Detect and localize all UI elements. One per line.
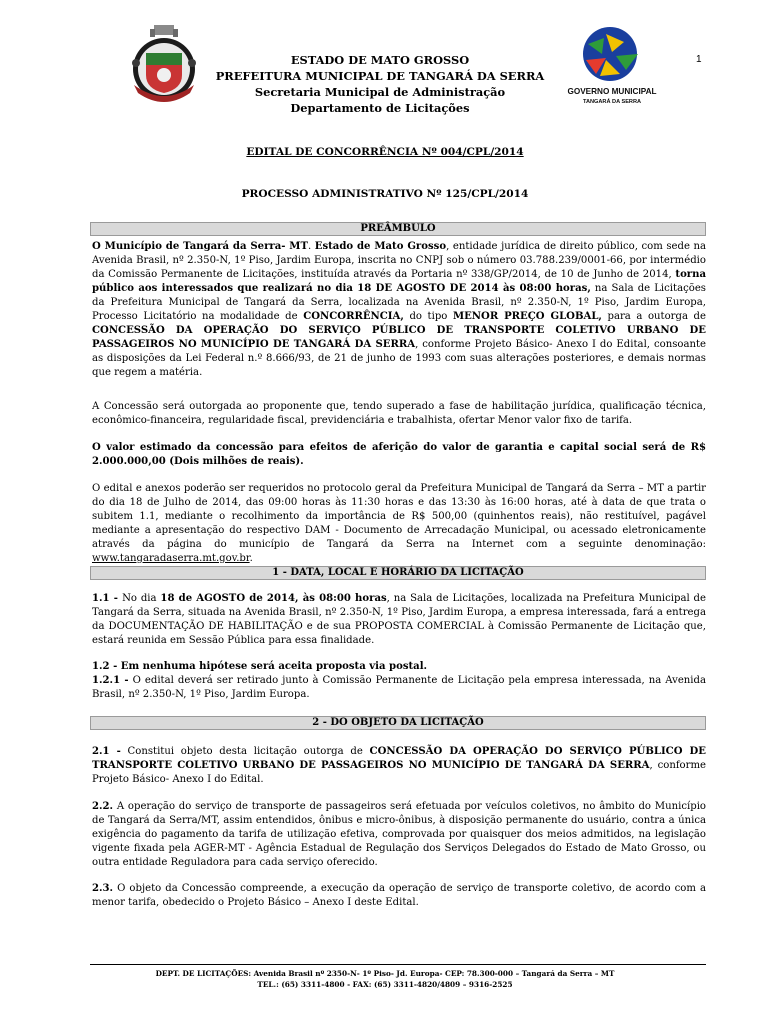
section-2-paragraph-1 [92, 745, 706, 787]
item-number: 2.2. [92, 801, 114, 812]
text-run: , na Sala de Licitações, localizada na Prefeitura Municipal de Tangará da Serra, situada na Avenida Brasil, nº 2.350-N, 1º Piso, Jardim Europa, a empresa interessada, fará a entrega da DOCUMENTAÇÃO DE HABILITAÇÃO e de sua PROPOSTA COMERCIAL à Comissão Permanente de Licitação que, estará reunida em Sessão Pública para essa finalidade. [92, 593, 706, 646]
document-header [180, 52, 580, 116]
footer-address: DEPT. DE LICITAÇÕES: Avenida Brasil nº 2350-N- 1º Piso- Jd. Europa- CEP: 78.300-000 – Tangará da Serra – MT [155, 969, 615, 978]
preambulo-paragraph-4 [92, 482, 706, 566]
governo-municipal-logo [566, 24, 658, 108]
header-state: ESTADO DE MATO GROSSO [290, 53, 470, 67]
section-preambulo-heading: PREÂMBULO [90, 222, 706, 236]
website-link[interactable]: www.tangaradaserra.mt.gov.br [92, 553, 250, 564]
text-run: O edital e anexos poderão ser requeridos no protocolo geral da Prefeitura Municipal de Tangará da Serra – MT a partir do dia 18 de Julho de 2014, das 09:00 horas às 11:30 horas e das 13:30 às 16:00 horas, até à data de que trata o subitem 1.1, mediante o recolhimento da importância de R$ 500,00 (quinhentos reais), não restituível, pagável mediante a apresentação do respectivo DAM - Documento de Arrecadação Municipal, ou acessado eletronicamente através da página do município de Tangará da Serra na Internet com a seguinte denominação: [92, 483, 706, 550]
text-run: Constitui objeto desta licitação outorga de [120, 746, 370, 757]
preambulo-paragraph-1 [92, 240, 706, 380]
item-number: 2.1 - [92, 746, 121, 757]
text-estado: Estado de Mato Grosso [314, 241, 447, 252]
text-concorrencia: CONCORRÊNCIA, [303, 311, 404, 322]
text-run: para a outorga de [601, 311, 706, 322]
logo-text-tangara: TANGARÁ DA SERRA [582, 99, 642, 105]
header-prefecture: PREFEITURA MUNICIPAL DE TANGARÁ DA SERRA [215, 69, 545, 83]
section-1-paragraph-1 [92, 592, 706, 648]
logo-text-governo: GOVERNO MUNICIPAL [567, 87, 657, 96]
text-torna-publico: torna público aos interessados que realizará no dia 18 DE AGOSTO DE 2014 às 08:00 horas, [92, 269, 706, 294]
item-number: 1.1 - [92, 593, 123, 604]
section-1-paragraph-3 [92, 674, 706, 702]
text-run: A operação do serviço de transporte de passageiros será efetuada por veículos coletivos, no âmbito do Município de Tangará da Serra/MT, assim entendidos, ônibus e micro-ônibus, à disposição permanente do usuário, contra a única exigência do pagamento da tarifa de utilização efetiva, comprovada por quaisquer dos meios admitidos, na legislação vigente fixada pela AGER-MT - Agência Estadual de Regulação dos Serviços Delegados do Estado de Mato Grosso, ou outra entidade Reguladora para cada serviço oferecido. [92, 801, 706, 868]
page-number: 1 [696, 54, 702, 65]
item-number: 2.3. [92, 883, 114, 894]
section-1-paragraph-2 [92, 660, 706, 674]
footer-divider [90, 964, 706, 965]
text-menor-preco: MENOR PREÇO GLOBAL, [452, 311, 602, 322]
text-concessao: CONCESSÃO DA OPERAÇÃO DO SERVIÇO PÚBLICO DE TRANSPORTE COLETIVO URBANO DE PASSAGEIROS NO MUNICÍPIO DE TANGARÁ DA SERRA [92, 746, 706, 771]
section-2-heading: 2 - DO OBJETO DA LICITAÇÃO [90, 716, 706, 730]
section-1-heading: 1 - DATA, LOCAL E HORÁRIO DA LICITAÇÃO [90, 566, 706, 580]
preambulo-paragraph-3 [92, 441, 706, 469]
footer-phone: TEL.: (65) 3311-4800 - FAX: (65) 3311-4820/4809 – 9316-2525 [257, 980, 513, 989]
processo-number: PROCESSO ADMINISTRATIVO Nº 125/CPL/2014 [241, 188, 529, 200]
page-footer [0, 968, 770, 990]
text-run: . [249, 553, 253, 564]
text-run: na Sala de Licitações da Prefeitura Municipal de Tangará da Serra, localizada na Avenida Brasil, nº 2.350-N, 1º Piso, Jardim Europa, Processo Licitatório na modalidade de [92, 283, 706, 322]
text-run: , conforme Projeto Básico- Anexo I do Edital, consoante as disposições da Lei Federal n.º 8.666/93, de 21 de junho de 1993 com suas alterações posteriores, e demais normas que regem a matéria. [92, 339, 707, 378]
item-number: 1.2.1 - [92, 675, 129, 686]
header-department: Departamento de Licitações [290, 101, 470, 115]
section-2-paragraph-3 [92, 882, 706, 910]
text-run: , entidade jurídica de direito público, com sede na Avenida Brasil, nº 2.350-N, 1º Piso, Jardim Europa, inscrita no CNPJ sob o número 03.788.239/0001-66, por intermédio da Comissão Permanente de Licitações, instituída através da Portaria nº 338/GP/2014, de 10 de Junho de 2014, [92, 241, 706, 280]
text-run: , conforme Projeto Básico- Anexo I do Edital. [92, 760, 706, 785]
section-2-paragraph-2 [92, 800, 706, 870]
text-run: . [307, 241, 315, 252]
text-run: No dia [122, 593, 161, 604]
preambulo-paragraph-2: A Concessão será outorgada ao proponente que, tendo superado a fase de habilitação jurídica, qualificação técnica, econômico-financeira, regularidade fiscal, previdenciária e trabalhista, ofertar Menor valor fixo de tarifa. [92, 401, 706, 426]
text-run: do tipo [403, 311, 453, 322]
text-valor-estimado: O valor estimado da concessão para efeitos de aferição do valor de garantia e capital social será de R$ 2.000.000,00 (Dois milhões de reais). [92, 442, 706, 467]
text-date-time: 18 de AGOSTO de 2014, às 08:00 horas [160, 593, 387, 604]
text-concessao: CONCESSÃO DA OPERAÇÃO DO SERVIÇO PÚBLICO DE TRANSPORTE COLETIVO URBANO DE PASSAGEIROS NO MUNICÍPIO DE TANGARÁ DA SERRA [92, 325, 706, 350]
edital-title: EDITAL DE CONCORRÊNCIA Nº 004/CPL/2014 [246, 146, 524, 158]
header-secretariat: Secretaria Municipal de Administração [254, 85, 506, 99]
text-no-postal: 1.2 - Em nenhuma hipótese será aceita proposta via postal. [92, 661, 428, 672]
text-run: O edital deverá ser retirado junto à Comissão Permanente de Licitação pela empresa interessada, na Avenida Brasil, nº 2.350-N, 1º Piso, Jardim Europa. [92, 675, 706, 700]
text-municipio: O Município de Tangará da Serra- MT [92, 241, 308, 252]
text-run: O objeto da Concessão compreende, a execução da operação de serviço de transporte coletivo, de acordo com a menor tarifa, obedecido o Projeto Básico – Anexo I deste Edital. [92, 883, 706, 908]
